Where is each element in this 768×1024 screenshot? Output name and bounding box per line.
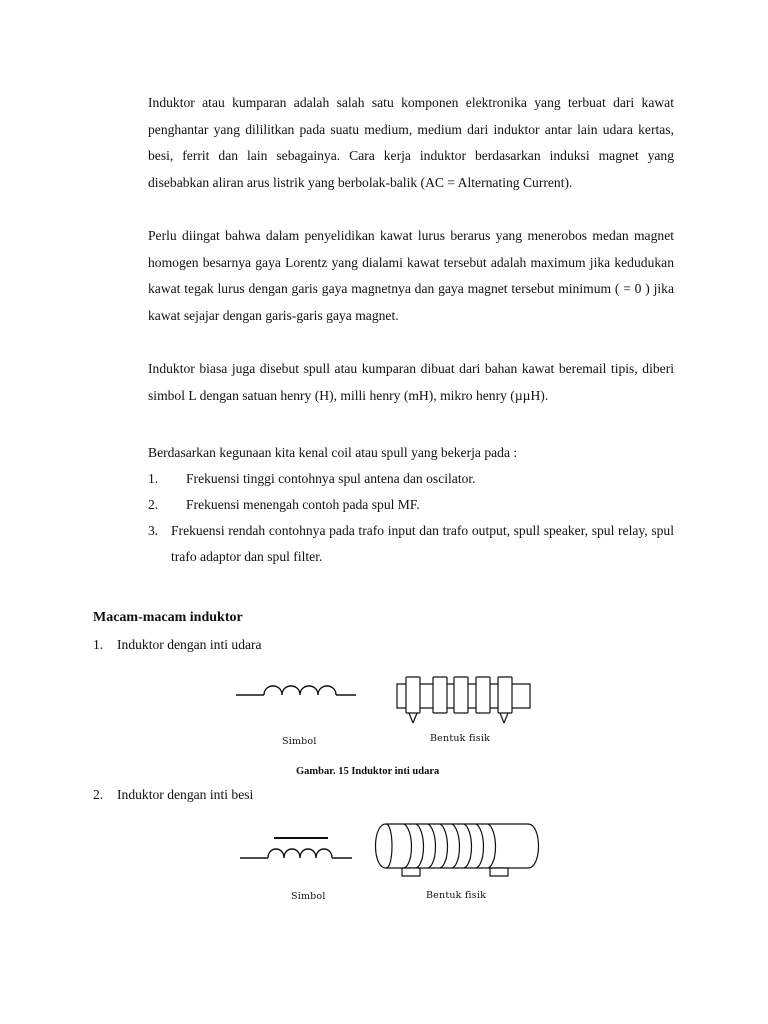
section-item-label: Induktor dengan inti udara (117, 637, 262, 652)
paragraph-uses: Berdasarkan kegunaan kita kenal coil atau spull yang bekerja pada : (148, 445, 518, 460)
list-item-text: Frekuensi menengah contoh pada spul MF. (186, 497, 420, 512)
air-core-inductor-symbol-icon (236, 680, 356, 710)
figure-caption: Gambar. 15 Induktor inti udara (296, 766, 440, 777)
iron-core-inductor-physical-icon (372, 820, 542, 880)
list-number: 3. (148, 523, 159, 538)
list-number: 1. (148, 471, 159, 486)
list-item (148, 492, 158, 518)
list-item-text: Frekuensi tinggi contohnya spul antena dan oscilator. (186, 471, 476, 486)
section-heading: Macam-macam induktor (93, 610, 243, 625)
paragraph-spull: Induktor biasa juga disebut spull atau kumparan dibuat dari bahan kawat beremail tipis, diberi simbol L dengan satuan henry (H), milli henry (mH), mikro henry (µµH). (148, 361, 674, 403)
figure-physical-label: Bentuk fisik (430, 733, 491, 744)
air-core-inductor-physical-icon (396, 674, 531, 724)
figure-symbol-label: Simbol (282, 736, 317, 747)
list-item (148, 466, 158, 492)
section-item-number: 2. (93, 787, 104, 802)
section-item-number: 1. (93, 637, 104, 652)
list-item-text: Frekuensi rendah contohnya pada trafo input dan trafo output, spull speaker, spul relay, spul trafo adaptor dan spul filter. (171, 523, 674, 564)
iron-core-inductor-symbol-icon (240, 834, 352, 870)
section-item-label: Induktor dengan inti besi (117, 787, 254, 802)
paragraph-lorentz: Perlu diingat bahwa dalam penyelidikan kawat lurus berarus yang menerobos medan magnet homogen besarnya gaya Lorentz yang dialami kawat tersebut adalah maximum jika kedudukan kawat tegak lurus dengan garis gaya magnetnya dan gaya magnet tersebut minimum ( = 0 ) jika kawat sejajar dengan garis-garis gaya magnet. (148, 228, 674, 323)
list-number: 2. (148, 497, 159, 512)
figure-symbol-label: Simbol (291, 891, 326, 902)
figure-physical-label: Bentuk fisik (426, 890, 487, 901)
list-item (148, 518, 158, 544)
paragraph-intro: Induktor atau kumparan adalah salah satu komponen elektronika yang terbuat dari kawat penghantar yang dililitkan pada suatu medium, medium dari induktor antar lain udara kertas, besi, ferrit dan lain sebagainya. Cara kerja induktor berdasarkan induksi magnet yang disebabkan aliran arus listrik yang berbolak-balik (AC = Alternating Current). (148, 95, 674, 190)
